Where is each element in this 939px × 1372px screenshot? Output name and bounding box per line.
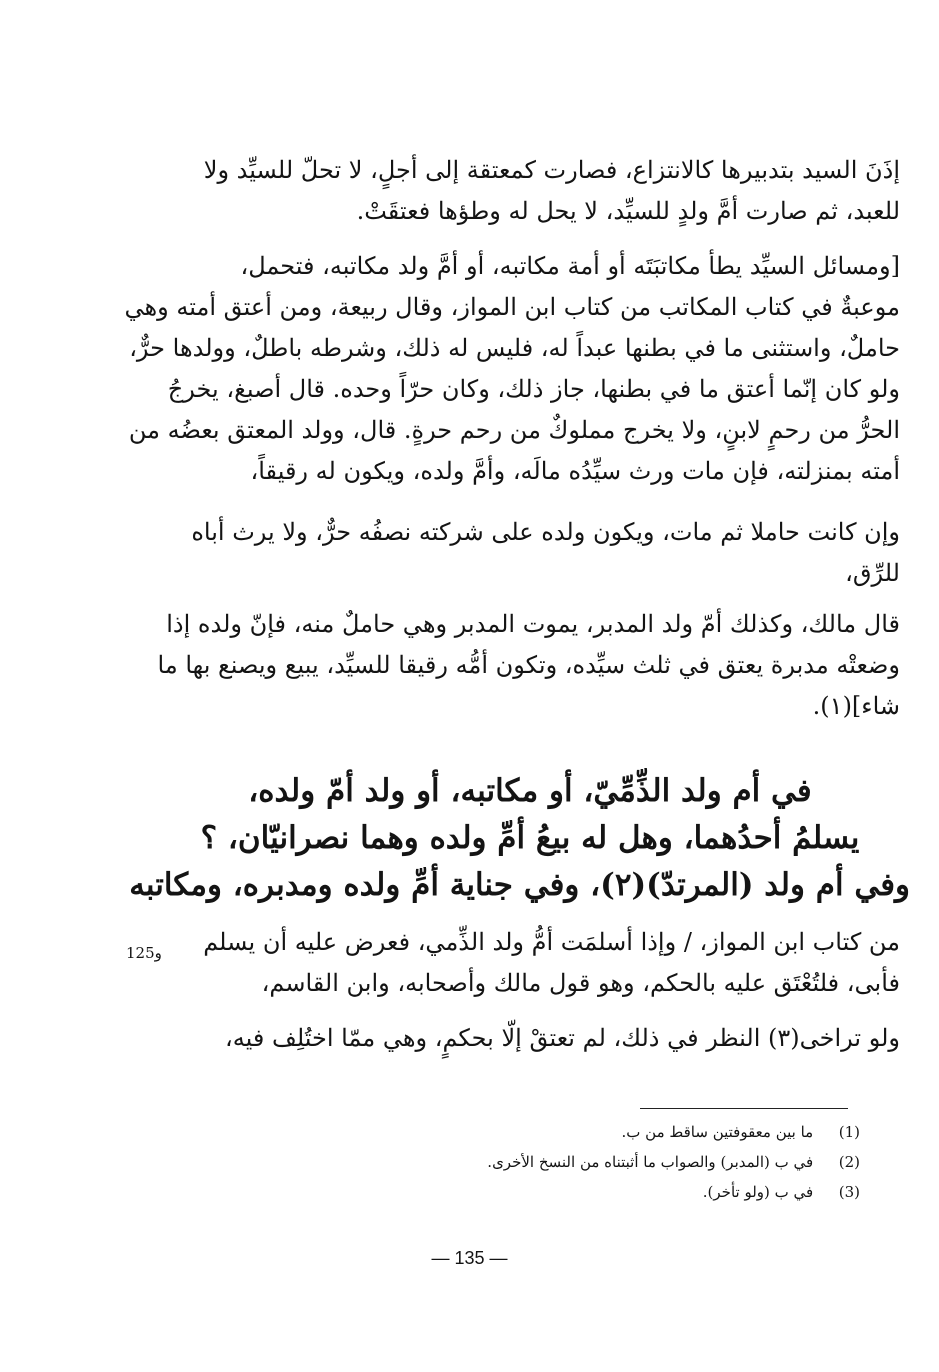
paragraph-4 xyxy=(157,604,900,727)
heading-line: وفي أم ولد (المرتدّ)(٢)، وفي جناية أمِّ ولده ومدبره، ومكاتبه xyxy=(129,867,910,903)
paragraph-6 xyxy=(180,1018,900,1059)
paragraph-1 xyxy=(180,150,900,232)
text-line: شاء](١). xyxy=(812,692,900,720)
paragraph-3 xyxy=(180,512,900,594)
footnote-separator xyxy=(640,1108,848,1109)
text-line: وإن كانت حاملا ثم مات، ويكون ولده على شركته نصفُه حرٌّ، ولا يرث أباه xyxy=(191,518,900,546)
text-line: فأبى، فلتُعْتَق عليه بالحكم، وهو قول مالك وأصحابه، وابن القاسم، xyxy=(261,969,900,997)
footnote-number: (2) xyxy=(838,1153,860,1171)
heading-line: يسلمُ أحدُهما، وهل له بيعُ أمِّ ولده وهما نصرانيّان، ؟ xyxy=(200,820,860,856)
text-line: الحرُّ من رحمٍ لابنٍ، ولا يخرج مملوكٌ من رحم حرةٍ. قال، وولد المعتق بعضُه من xyxy=(128,416,900,444)
footnote-2 xyxy=(420,1152,860,1172)
footnote-3 xyxy=(420,1182,860,1202)
text-line: قال مالك، وكذلك أمّ ولد المدبر، يموت المدبر وهي حاملٌ منه، فإنّ ولده إذا xyxy=(166,610,900,638)
text-line: حاملٌ، واستثنى ما في بطنها عبداً له، فليس له ذلك، وشرطه باطلٌ، وولدها حرٌّ، xyxy=(129,334,900,362)
text-line: ولو كان إنّما أعتق ما في بطنها، جاز ذلك، وكان حرّاً وحده. قال أصبغ، يخرجُ xyxy=(167,375,900,403)
text-line: من كتاب ابن المواز، / وإذا أسلمَت أمُّ ولد الذِّمي، فعرض عليه أن يسلم xyxy=(203,928,900,956)
section-heading xyxy=(129,768,910,909)
footnote-number: (1) xyxy=(838,1123,860,1141)
text-line: إذَنَ السيد بتدبيرها كالانتزاع، فصارت كمعتقة إلى أجلٍ، لا تحلّ للسيِّد ولا xyxy=(203,156,900,184)
text-line: وضعتْه مدبرة يعتق في ثلث سيِّده، وتكون أمُّه رقيقا للسيِّد، يبيع ويصنع بها ما xyxy=(157,651,900,679)
paragraph-2 xyxy=(124,246,900,492)
manuscript-folio-marker: 125و xyxy=(126,944,162,962)
footnote-1 xyxy=(420,1122,860,1142)
text-line: موعبةٌ في كتاب المكاتب من كتاب ابن المواز، وقال ربيعة، ومن أعتق أمته وهي xyxy=(124,293,900,321)
footnote-text: في ب (المدبر) والصواب ما أثبتناه من النسخ الأخرى. xyxy=(487,1153,814,1171)
text-line: للعبد، ثم صارت أمَّ ولدٍ للسيِّد، لا يحل له وطؤها فعتقَتْ. xyxy=(356,197,900,225)
text-line: ولو تراخى(٣) النظر في ذلك، لم تعتقْ إلّا بحكمٍ، وهي ممّا اختُلِف فيه، xyxy=(225,1024,900,1052)
page-number: — 135 — xyxy=(431,1248,508,1268)
text-line: للرِّق، xyxy=(845,559,900,587)
paragraph-5 xyxy=(180,922,900,1004)
footnote-number: (3) xyxy=(838,1183,860,1201)
footnote-text: في ب (ولو تأخر). xyxy=(702,1183,814,1201)
text-line: أمته بمنزلته، فإن مات ورث سيِّدُه مالَه، وأمَّ ولده، ويكون له رقيقاً، xyxy=(250,457,900,485)
footnote-text: ما بين معقوفتين ساقط من ب. xyxy=(621,1123,814,1141)
heading-line: في أم ولد الذِّمِّيّ، أو مكاتبه، أو ولد أمّ ولده، xyxy=(248,773,812,809)
text-line: [ومسائل السيِّد يطأ مكاتبَتَه أو أمة مكاتبه، أو أمَّ ولد مكاتبه، فتحمل، xyxy=(240,252,900,280)
